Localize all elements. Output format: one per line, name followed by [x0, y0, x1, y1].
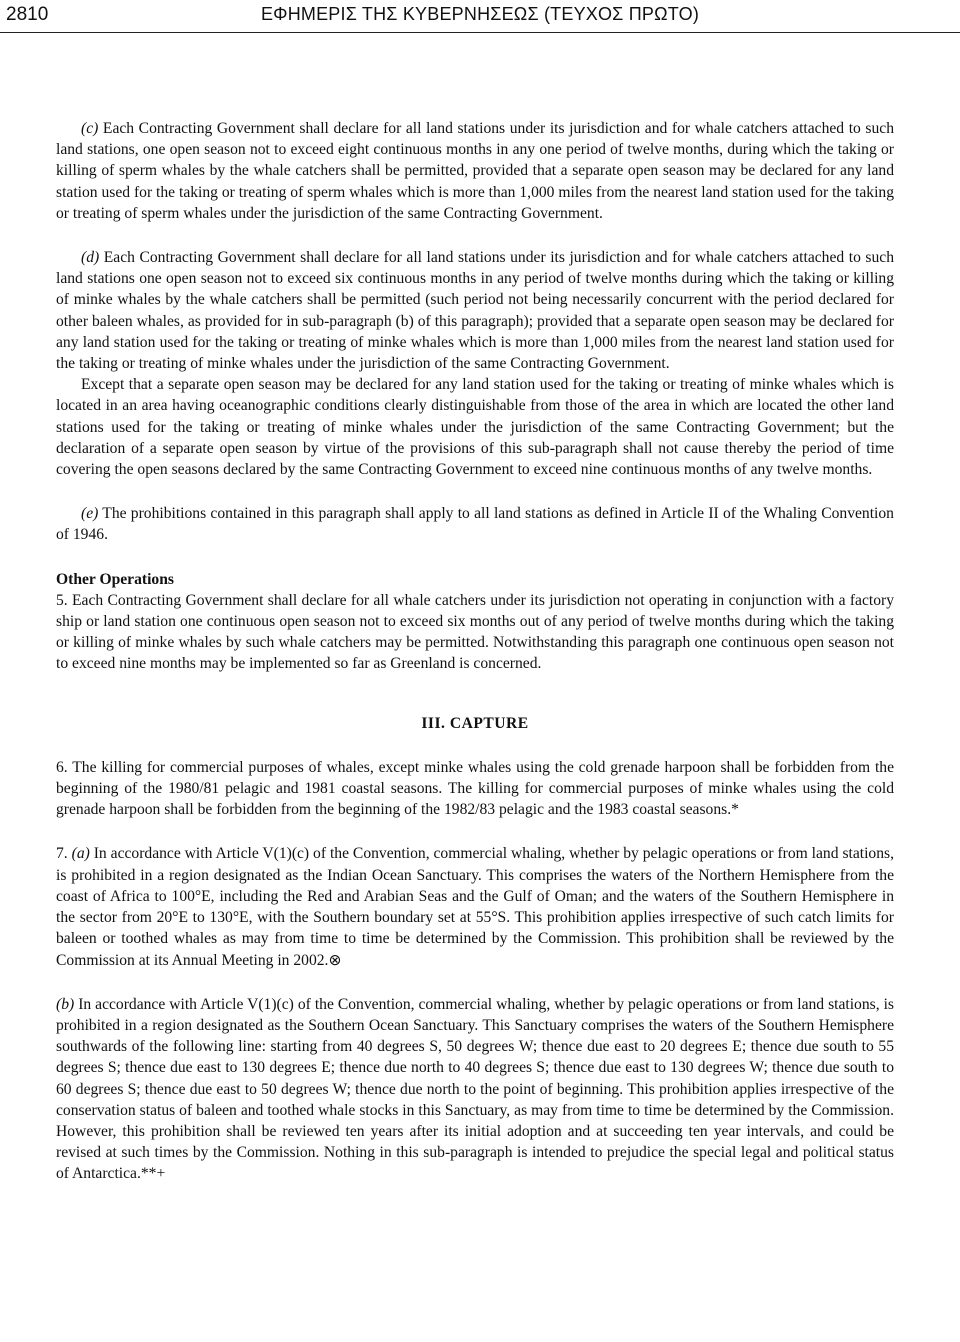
text-7b: In accordance with Article V(1)(c) of the Convention, commercial whaling, whether by pelagic operations or from land stations, is prohibited in a region designated as the Southern Ocean Sanctuary. This Sanctuary comprises the waters of the Southern Hemisphere southwards of the following line: starting from 40 degrees S, 50 degrees W; thence due east to 20 degrees E; thence due south to 55 degrees S; thence due east to 130 degrees E; thence due north to 40 degrees S; thence due east to 130 degrees W; thence due south to 60 degrees S; thence due east to 50 degrees W; thence due north to the point of beginning. This prohibition applies irrespective of the conservation status of baleen and toothed whale stocks in this Sanctuary, as may from time to time be determined by the Commission. However, this prohibition shall be reviewed ten years after its initial adoption and at succeeding ten year intervals, and could be revised at such times by the Commission. Nothing in this sub-paragraph is intended to prejudice the special legal and political status of Antarctica.**+: [56, 995, 895, 1183]
heading-other-operations: Other Operations: [56, 570, 174, 588]
label-c: (c): [81, 120, 99, 137]
paragraph-6: 6. The killing for commercial purposes of whales, except minke whales using the cold grenade harpoon shall be forbidden from the beginning of the 1980/81 pelagic and 1981 coastal seasons. The killing for commercial purposes of minke whales using the cold grenade harpoon shall be forbidden from the beginning of the 1982/83 pelagic and the 1983 coastal seasons.*: [56, 758, 894, 819]
text-c: Each Contracting Government shall declare for all land stations under its jurisdiction and for whale catchers attached to such land stations, one open season not to exceed eight continuous months in any one period of twelve months, during which the taking or killing of sperm whales by the whale catchers shall be permitted, provided that a separate open season may be declared for any land station used for the taking or treating of sperm whales which is more than 1,000 miles from the nearest land station used for the taking or treating of sperm whales under the jurisdiction of the same Contracting Government.: [56, 120, 895, 222]
prefix-7: 7.: [56, 845, 68, 863]
paragraph-4d: [56, 247, 894, 374]
page-number: 2810: [6, 4, 49, 25]
paragraph-5: 5. Each Contracting Government shall declare for all whale catchers under its jurisdiction not operating in conjunction with a factory ship or land station one continuous open season not to exceed six months out of any period of twelve months during which the taking or killing of minke whales by such whale catchers may be permitted. Notwithstanding this paragraph one continuous open season not to exceed nine months may be implemented so far as Greenland is concerned.: [56, 591, 894, 673]
gazette-title: ΕΦΗΜΕΡΙΣ ΤΗΣ ΚΥΒΕΡΝΗΣΕΩΣ (ΤΕΥΧΟΣ ΠΡΩΤΟ): [260, 4, 700, 24]
label-7a: (a): [71, 845, 90, 863]
label-d: (d): [81, 249, 100, 267]
heading-capture: III. CAPTURE: [421, 714, 529, 732]
text-7a: In accordance with Article V(1)(c) of the Convention, commercial whaling, whether by pelagic operations or from land stations, is prohibited in a region designated as the Indian Ocean Sanctuary. This comprises the waters of the Northern Hemisphere from the coast of Africa to 100°E, including the Red and Arabian Seas and the Gulf of Oman; and the waters of the Southern Hemisphere in the sector from 20°E to 130°E, with the Southern boundary set at 55°S. This prohibition applies irrespective of such catch limits for baleen or toothed whales as may from time to time be determined by the Commission. This prohibition shall be reviewed by the Commission at its Annual Meeting in 2002.⊗: [56, 845, 894, 969]
paragraph-7b: [56, 994, 894, 1185]
text-d: Each Contracting Government shall declare for all land stations under its jurisdiction and for whale catchers attached to such land stations one open season not to exceed six continuous months in any period of twelve months during which the taking or killing of minke whales by the whale catchers shall be permitted (such period not being necessarily concurrent with the period declared for other baleen whales, as provided for in sub-paragraph (b) of this paragraph); provided that a separate open season may be declared for any land station used for the taking or treating of minke whales which is more than 1,000 miles from the nearest land station used for the taking or treating of minke whales under the jurisdiction of the same Contracting Government.: [56, 249, 895, 373]
paragraph-4d-except: Except that a separate open season may be declared for any land station used for the taking or treating of minke whales which is located in an area having oceanographic conditions clearly distinguishable from those of the area in which are located the other land stations used for the taking or treating of minke whales under the jurisdiction of the same Contracting Government; but the declaration of a separate open season by virtue of the provisions of this sub-paragraph shall not cause thereby the period of time covering the open seasons declared by the same Contracting Government to exceed nine continuous months of any twelve months.: [56, 376, 894, 479]
page-header: [0, 0, 960, 34]
label-7b: (b): [56, 995, 75, 1013]
paragraph-7a: [56, 843, 894, 970]
document-body: [56, 118, 894, 1185]
paragraph-4e: [56, 503, 894, 545]
text-e: The prohibitions contained in this paragraph shall apply to all land stations as defined in Article II of the Whaling Convention of 1946.: [56, 505, 894, 544]
label-e: (e): [81, 505, 99, 523]
header-rule: [0, 32, 960, 33]
paragraph-4c: [56, 118, 894, 224]
